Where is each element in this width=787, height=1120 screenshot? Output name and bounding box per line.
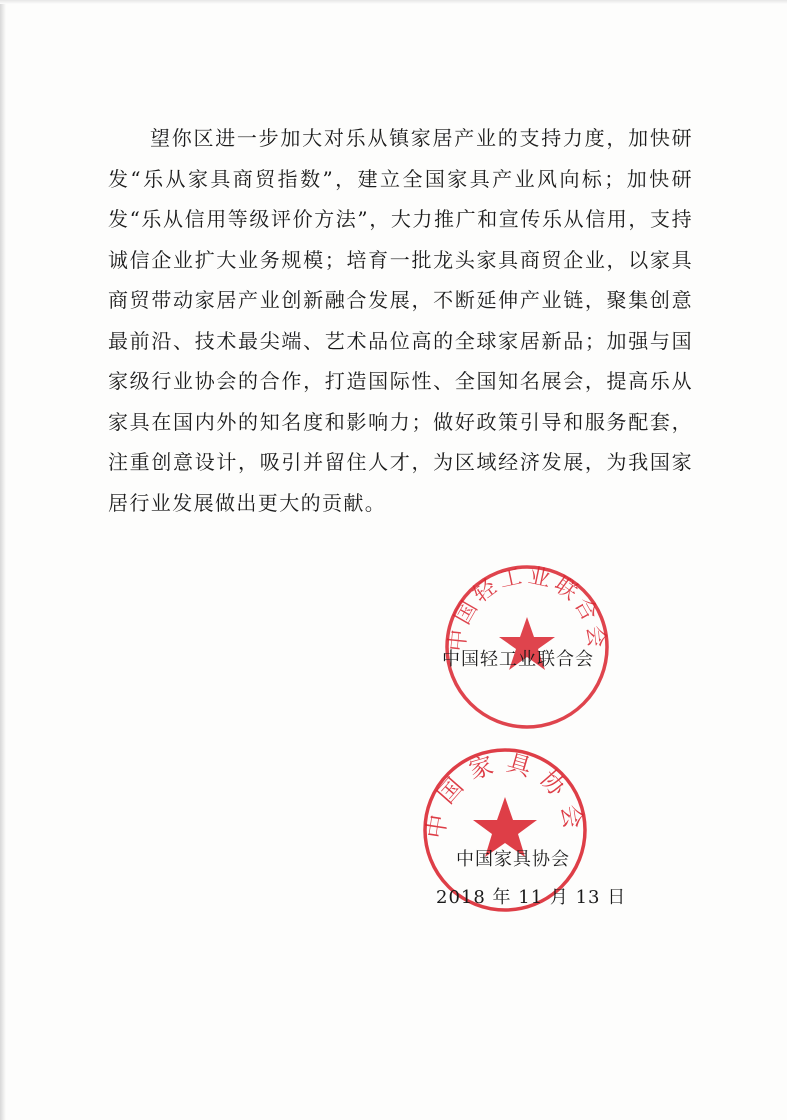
scan-edge-top (0, 0, 787, 4)
body-paragraph: 望你区进一步加大对乐从镇家居产业的支持力度，加快研发“乐从家具商贸指数”，建立全国家具产业风向标；加快研发“乐从信用等级评价方法”，大力推广和宣传乐从信用，支持诚信企业扩大业务规模；培育一批龙头家具商贸企业，以家具商贸带动家居产业创新融合发展，不断延伸产业链，聚集创意最前沿、技术最尖端、艺术品位高的全球家居新品；加强与国家级行业协会的合作，打造国际性、全国知名展会，提高乐从家具在国内外的知名度和影响力；做好政策引导和服务配套，注重创意设计，吸引并留住人才，为区域经济发展，为我国家居行业发展做出更大的贡献。 (108, 126, 693, 515)
svg-text:中国轻工业联合会: 中国轻工业联合会 (445, 563, 609, 653)
signatory-light-industry: 中国轻工业联合会 (442, 649, 594, 670)
scan-edge-left (0, 0, 6, 1120)
document-date: 2018 年 11 月 13 日 (436, 887, 627, 908)
signatory-furniture: 中国家具协会 (456, 849, 570, 870)
svg-text:中国家具协会: 中国家具协会 (421, 748, 589, 841)
